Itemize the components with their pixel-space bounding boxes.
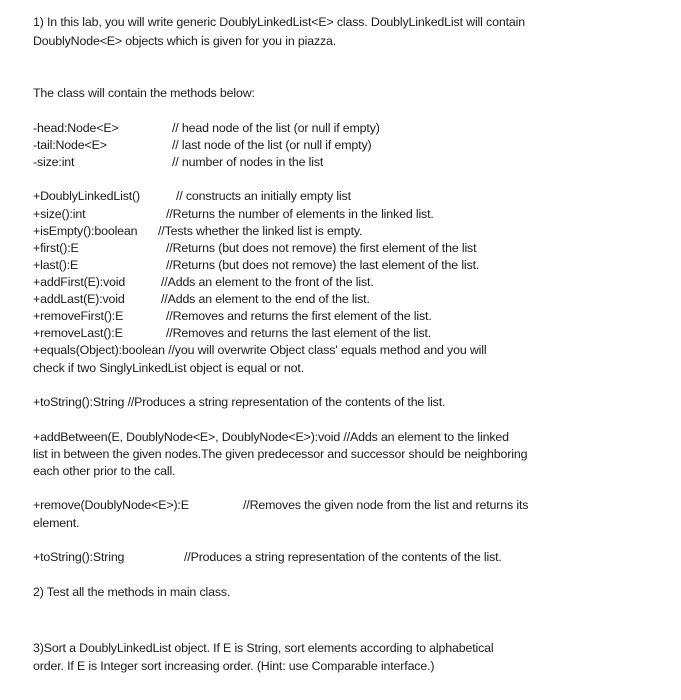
method-first-comment: //Returns (but does not remove) the first element of the list bbox=[166, 241, 477, 255]
tostring2-signature: +toString():String bbox=[33, 550, 125, 564]
remove-signature: +remove(DoublyNode<E>):E bbox=[33, 498, 189, 512]
method-last-comment: //Returns (but does not remove) the last element of the list. bbox=[166, 258, 480, 272]
tostring-line: +toString():String //Produces a string representation of the contents of the list. bbox=[33, 395, 446, 409]
addbetween-line-3: each other prior to the call. bbox=[33, 464, 176, 478]
task-3-line-2: order. If E is Integer sort increasing order. (Hint: use Comparable interface.) bbox=[33, 659, 435, 673]
field-size-comment: // number of nodes in the list bbox=[172, 155, 324, 169]
equals-line-1: +equals(Object):boolean //you will overwrite Object class' equals method and you will bbox=[33, 343, 487, 357]
method-first-name: +first():E bbox=[33, 241, 79, 255]
equals-line-2: check if two SinglyLinkedList object is equal or not. bbox=[33, 361, 304, 375]
remove-comment: //Removes the given node from the list and returns its bbox=[243, 498, 529, 512]
field-size-name: -size:int bbox=[33, 155, 75, 169]
method-removefirst-comment: //Removes and returns the first element of the list. bbox=[166, 309, 432, 323]
remove-line-2: element. bbox=[33, 516, 80, 530]
task-2: 2) Test all the methods in main class. bbox=[33, 585, 231, 599]
method-size-comment: //Returns the number of elements in the linked list. bbox=[166, 207, 434, 221]
method-constructor-comment: // constructs an initially empty list bbox=[176, 189, 351, 203]
field-tail-name: -tail:Node<E> bbox=[33, 138, 107, 152]
tostring2-comment: //Produces a string representation of the contents of the list. bbox=[184, 550, 502, 564]
method-addlast-name: +addLast(E):void bbox=[33, 292, 125, 306]
field-head-name: -head:Node<E> bbox=[33, 121, 119, 135]
method-isempty-name: +isEmpty():boolean bbox=[33, 224, 138, 238]
intro-line-1: 1) In this lab, you will write generic DoublyLinkedList<E> class. DoublyLinkedList will contain bbox=[33, 15, 525, 29]
method-addfirst-name: +addFirst(E):void bbox=[33, 275, 126, 289]
field-tail-comment: // last node of the list (or null if empty) bbox=[172, 138, 372, 152]
intro-line-2: DoublyNode<E> objects which is given for you in piazza. bbox=[33, 34, 337, 48]
method-addlast-comment: //Adds an element to the end of the list. bbox=[161, 292, 370, 306]
method-removelast-comment: //Removes and returns the last element of the list. bbox=[166, 326, 432, 340]
method-isempty-comment: //Tests whether the linked list is empty. bbox=[158, 224, 363, 238]
method-removelast-name: +removeLast():E bbox=[33, 326, 123, 340]
addbetween-line-1: +addBetween(E, DoublyNode<E>, DoublyNode<E>):void //Adds an element to the linked bbox=[33, 430, 509, 444]
methods-heading: The class will contain the methods below: bbox=[33, 86, 255, 100]
field-head-comment: // head node of the list (or null if empty) bbox=[172, 121, 380, 135]
method-constructor-name: +DoublyLinkedList() bbox=[33, 189, 141, 203]
method-last-name: +last():E bbox=[33, 258, 79, 272]
method-addfirst-comment: //Adds an element to the front of the list. bbox=[161, 275, 374, 289]
task-3-line-1: 3)Sort a DoublyLinkedList object. If E is String, sort elements according to alphabetical bbox=[33, 641, 494, 655]
addbetween-line-2: list in between the given nodes.The given predecessor and successor should be neighboring bbox=[33, 447, 528, 461]
method-size-name: +size():int bbox=[33, 207, 86, 221]
method-removefirst-name: +removeFirst():E bbox=[33, 309, 124, 323]
